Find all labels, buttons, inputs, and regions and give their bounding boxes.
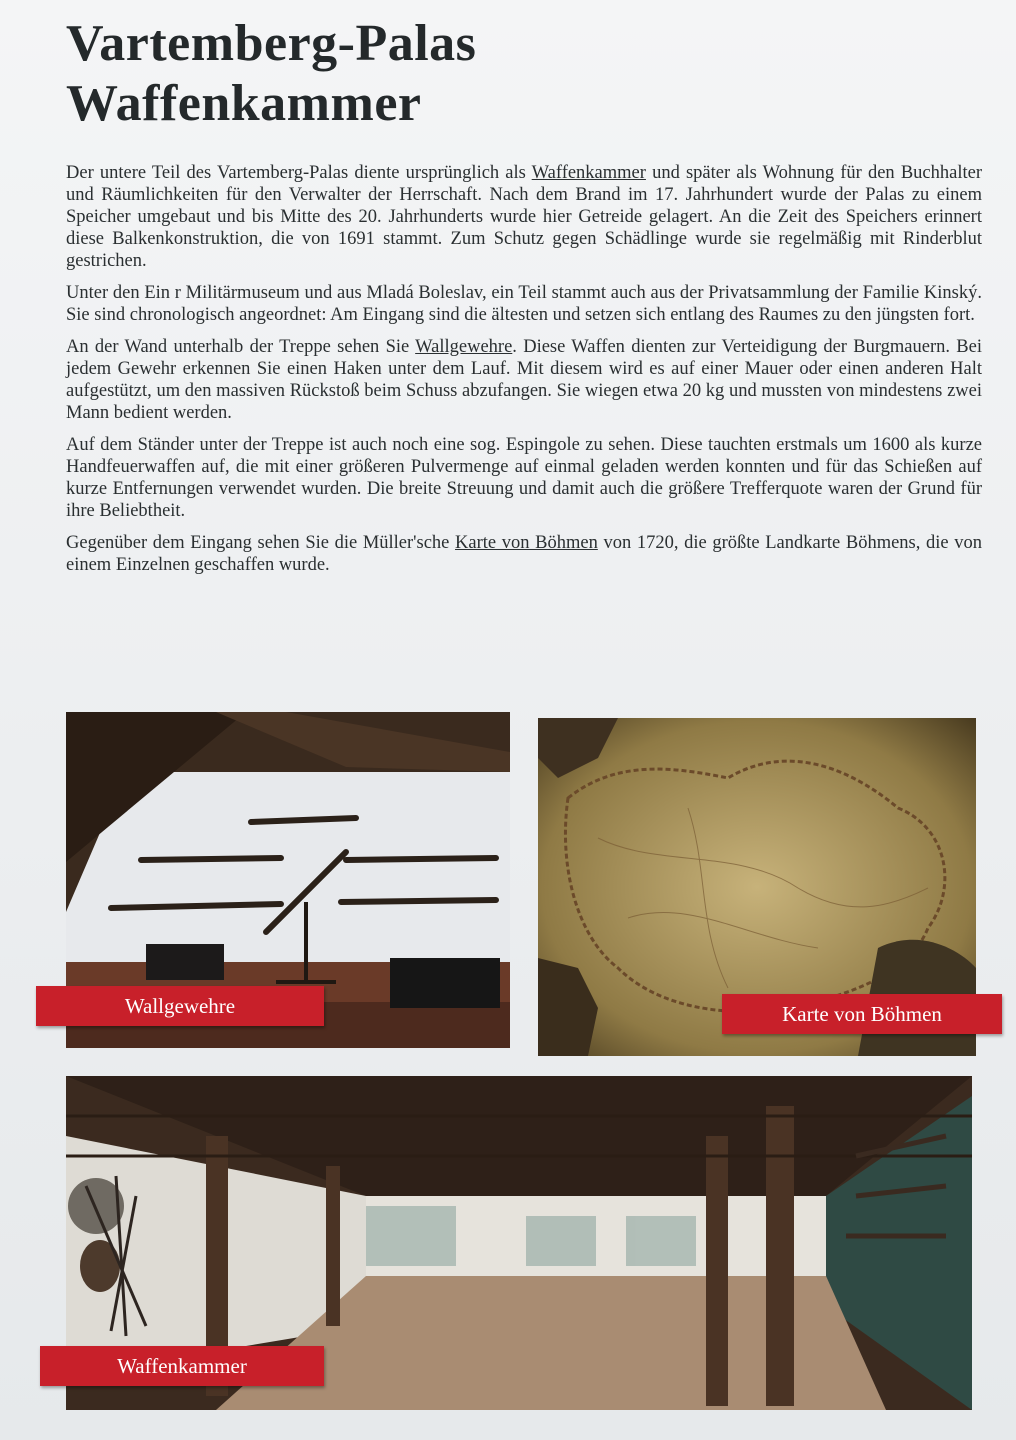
paragraph-5-text-b: von 1720, die größte Landkarte Böhmens, die von einem Einzelnen geschaffen wurde. (66, 533, 982, 575)
link-waffenkammer[interactable]: Waffenkammer (531, 163, 646, 183)
paragraph-3-text-a: An der Wand unterhalb der Treppe sehen Sie (66, 337, 416, 357)
paragraph-5 (66, 532, 982, 576)
waffenkammer-caption: Waffenkammer (40, 1346, 324, 1386)
paragraph-3 (66, 336, 982, 424)
link-wallgewehre[interactable]: Wallgewehre (415, 337, 513, 357)
link-karte-von-boehmen[interactable]: Karte von Böhmen (455, 533, 598, 553)
body-text (66, 162, 982, 586)
paragraph-1 (66, 162, 982, 272)
paragraph-5-text-a: Gegenüber dem Eingang sehen Sie die Müller'sche (66, 533, 456, 553)
title-line-1: Vartemberg-Palas (66, 15, 477, 72)
paragraph-1-text-b: und später als Wohnung für den Buchhalter und Räumlichkeiten für den Verwalter der Herrschaft. Nach dem Brand im 17. Jahrhundert wurde der Palas zu einem Speicher umgebaut und bis Mitte des 20. Jahrhunderts wurde hier Getreide gelagert. An die Zeit des Speichers erinnert diese Balkenkonstruktion, die von 1691 stammt. Zum Schutz gegen Schädlinge wurde sie regelmäßig mit Rinderblut gestrichen. (66, 163, 982, 271)
paragraph-2: Unter den Ein r Militärmuseum und aus Mladá Boleslav, ein Teil stammt auch aus der Privatsammlung der Familie Kinský. Sie sind chronologisch angeordnet: Am Eingang sind die ältesten und setzen sich entlang des Raumes zu den jüngsten fort. (66, 283, 982, 325)
wallgewehre-caption: Wallgewehre (36, 986, 324, 1026)
paragraph-4: Auf dem Ständer unter der Treppe ist auch noch eine sog. Espingole zu sehen. Diese tauchten erstmals um 1600 als kurze Handfeuerwaffen auf, die mit einer größeren Pulvermenge auf einmal geladen werden konnten und für das Schießen auf kurze Entfernungen verwendet wurden. Die breite Streuung und damit auch die größere Trefferquote waren der Grund für ihre Beliebtheit. (66, 435, 982, 521)
paragraph-1-text-a: Der untere Teil des Vartemberg-Palas diente ursprünglich als (66, 163, 532, 183)
page-title (66, 14, 766, 134)
paragraph-3-text-b: . Diese Waffen dienten zur Verteidigung der Burgmauern. Bei jedem Gewehr erkennen Sie einen Haken unter dem Lauf. Mit diesem wird es auf einer Mauer oder einen anderen Halt aufgestützt, um den massiven Rückstoß beim Schuss abzufangen. Sie wiegen etwa 20 kg und mussten von mindestens zwei Mann bedient werden. (66, 337, 982, 423)
karte-caption: Karte von Böhmen (722, 994, 1002, 1034)
title-line-2: Waffenkammer (66, 75, 422, 132)
